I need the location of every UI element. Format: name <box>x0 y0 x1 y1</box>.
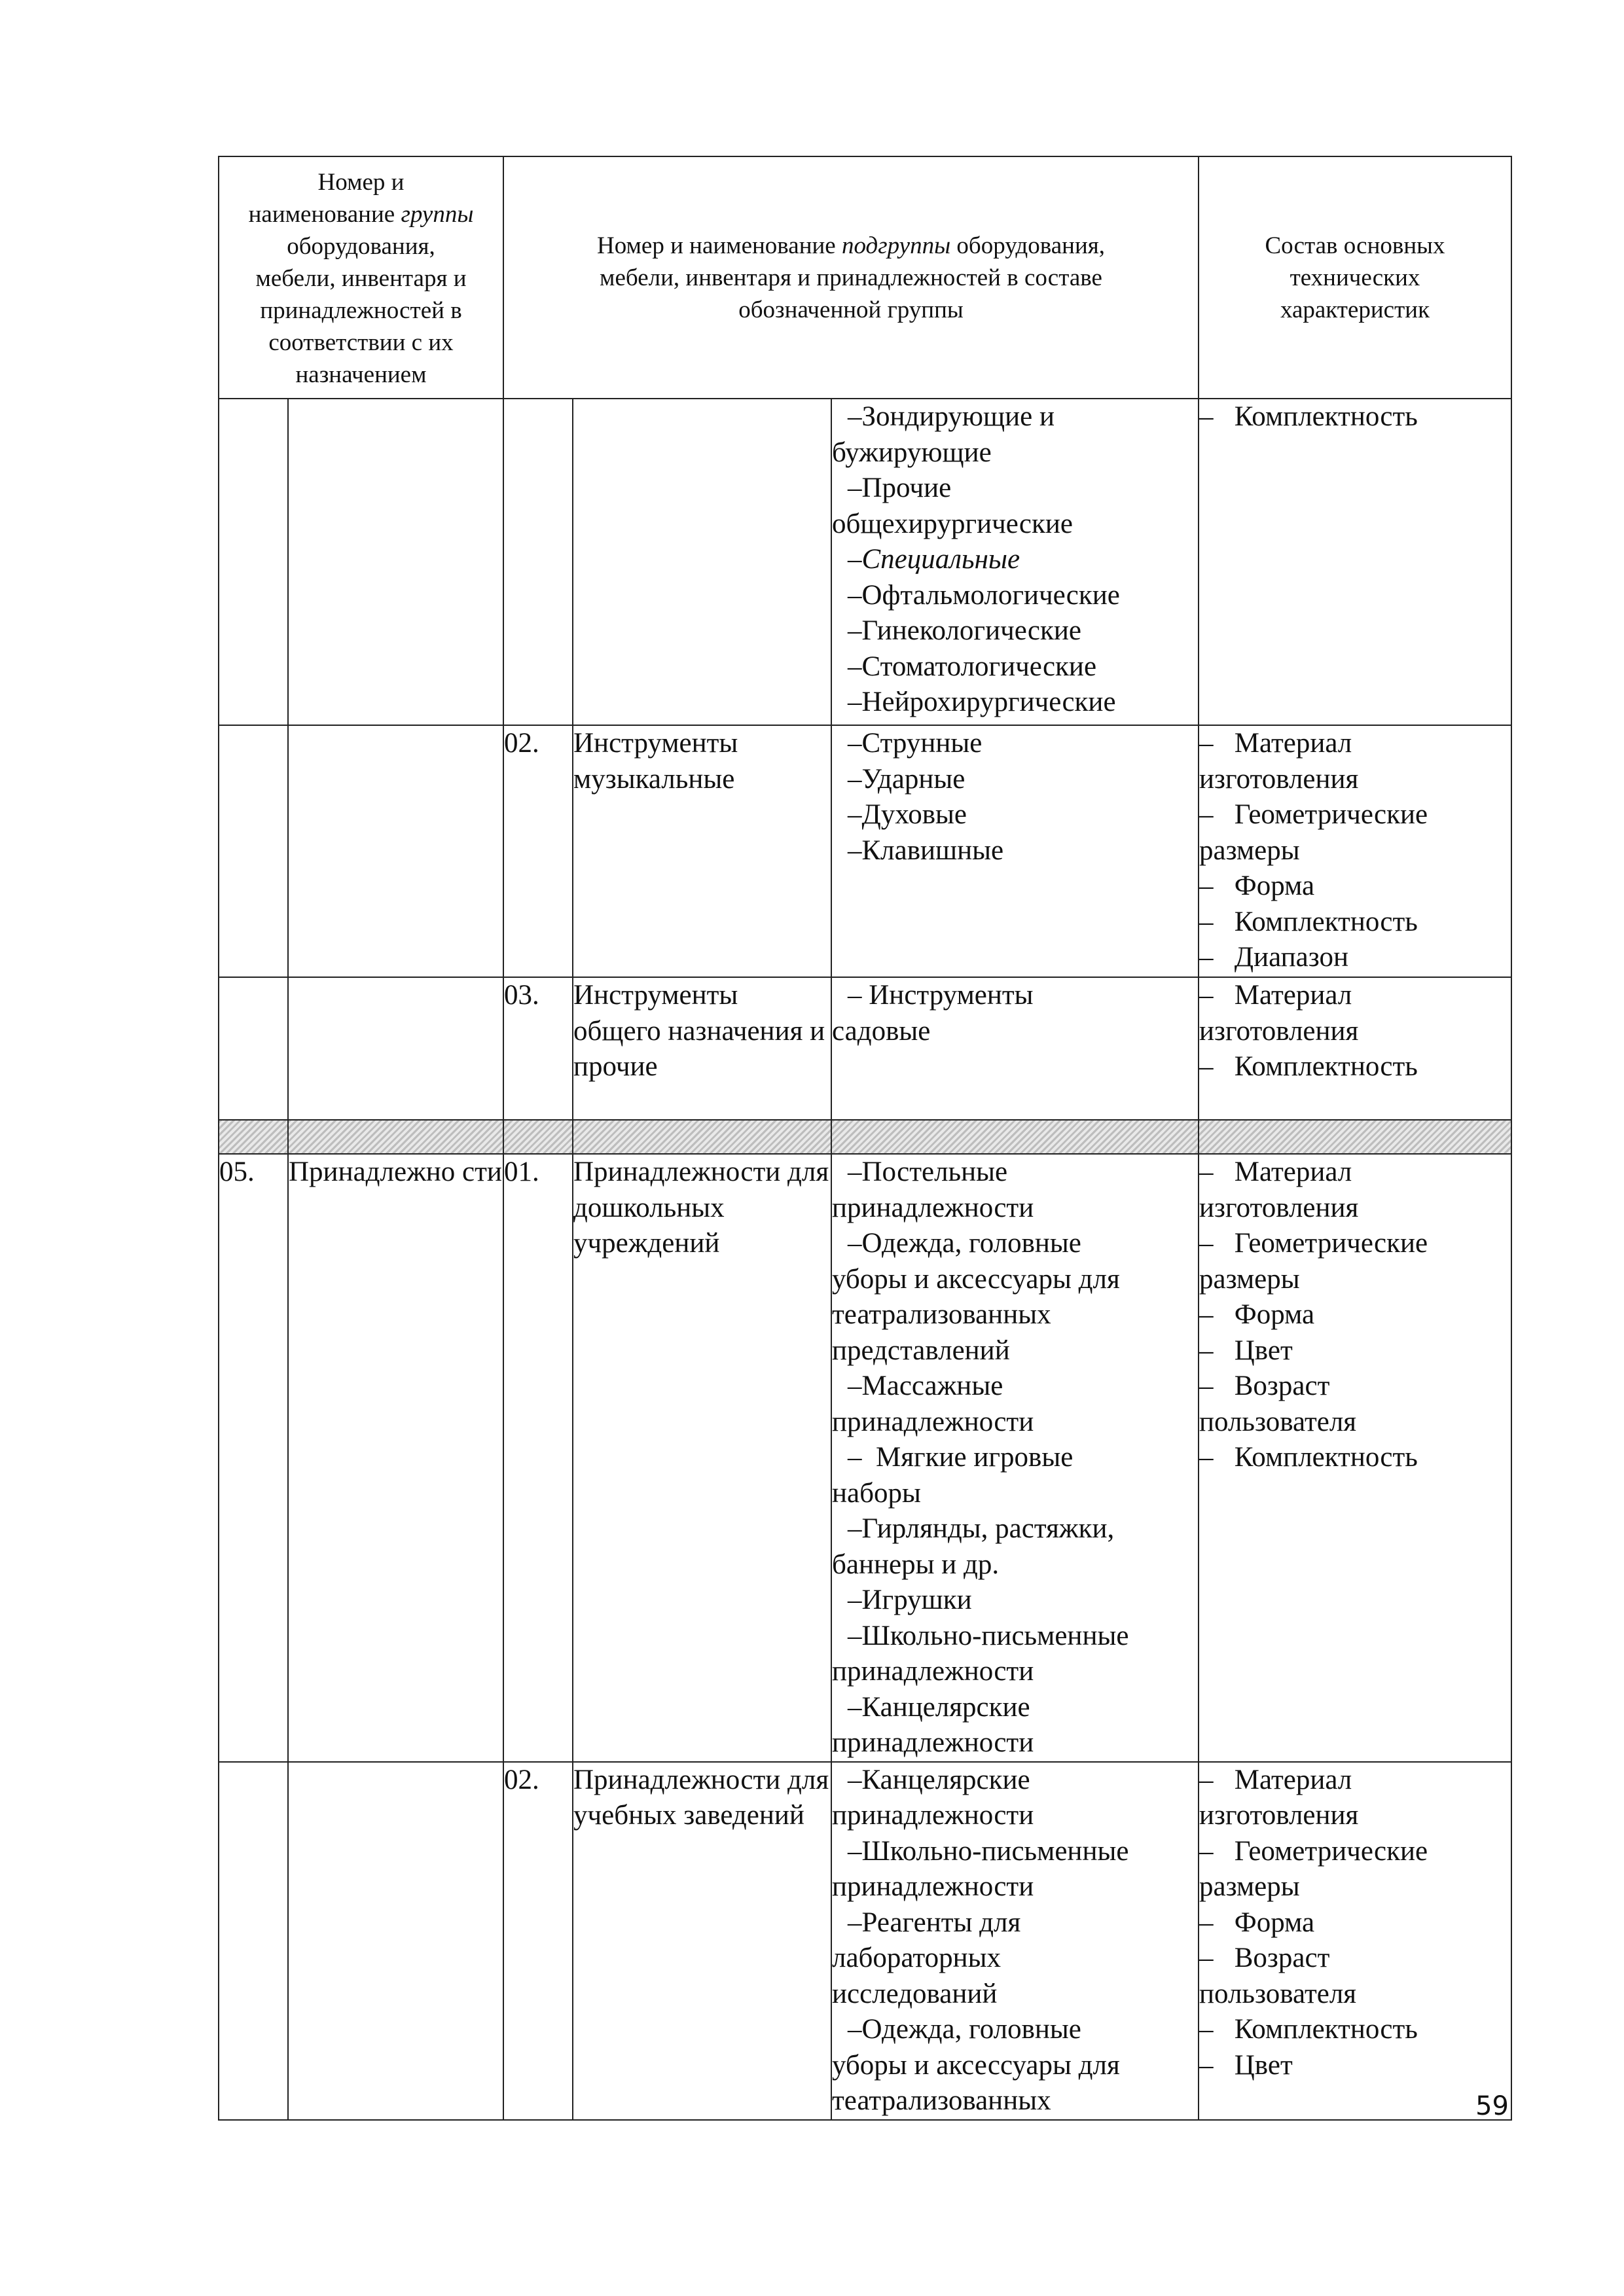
characteristics-list: – Материал изготовления – Геометрические размеры – Форма – Возраст пользователя – Комплектность – Цвет <box>1199 1762 1511 2120</box>
subgroup-name: Принадлежности для учебных заведений <box>573 1762 831 2120</box>
table-row <box>219 399 1511 725</box>
table-header-row <box>219 156 1511 399</box>
subgroup-name: Принадлежности для дошкольных учреждений <box>573 1154 831 1762</box>
section-separator <box>219 1120 1511 1154</box>
equipment-table <box>218 156 1512 2121</box>
table-row <box>219 1762 1511 2120</box>
characteristics-list: – Материал изготовления – Комплектность <box>1199 977 1511 1120</box>
group-name: Принадлежно сти <box>288 1154 503 1762</box>
characteristics-list: – Материал изготовления – Геометрические размеры – Форма – Цвет – Возраст пользователя – Комплектность <box>1199 1154 1511 1762</box>
subgroup-number: 03. <box>503 977 573 1120</box>
group-number: 05. <box>219 1154 288 1762</box>
subgroup-items: –Струнные –Ударные –Духовые –Клавишные <box>831 725 1199 977</box>
table-row <box>219 725 1511 977</box>
subgroup-items: – Инструменты садовые <box>831 977 1199 1120</box>
header-subgroup-column: Номер и наименование подгруппы оборудования, мебели, инвентаря и принадлежностей в составе обозначенной группы <box>503 156 1199 399</box>
characteristics-list: – Материал изготовления – Геометрические размеры – Форма – Комплектность – Диапазон <box>1199 725 1511 977</box>
characteristics-list: – Комплектность <box>1199 399 1511 725</box>
subgroup-name: Инструменты музыкальные <box>573 725 831 977</box>
subgroup-number: 01. <box>503 1154 573 1762</box>
subgroup-number: 02. <box>503 725 573 977</box>
table-row <box>219 977 1511 1120</box>
header-group-column: Номер и наименование группы оборудования, мебели, инвентаря и принадлежностей в соответствии с их назначением <box>219 156 503 399</box>
subgroup-name: Инструменты общего назначения и прочие <box>573 977 831 1120</box>
subgroup-items: –Зондирующие и бужирующие –Прочие общехирургические –Специальные –Офтальмологические –Гинекологические –Стоматологические –Нейрохирургические <box>831 399 1199 725</box>
subgroup-items: –Постельные принадлежности –Одежда, головные уборы и аксессуары для театрализованных представлений –Массажные принадлежности – Мягкие игровые наборы –Гирлянды, растяжки, баннеры и др. –Игрушки –Школьно-письменные принадлежности –Канцелярские принадлежности <box>831 1154 1199 1762</box>
subgroup-items: –Канцелярские принадлежности –Школьно-письменные принадлежности –Реагенты для лабораторных исследований –Одежда, головные уборы и аксессуары для театрализованных <box>831 1762 1199 2120</box>
page-number: 59 <box>1475 2091 1509 2121</box>
table-row <box>219 1154 1511 1762</box>
subgroup-number: 02. <box>503 1762 573 2120</box>
header-characteristics-column: Состав основных технических характеристик <box>1199 156 1511 399</box>
